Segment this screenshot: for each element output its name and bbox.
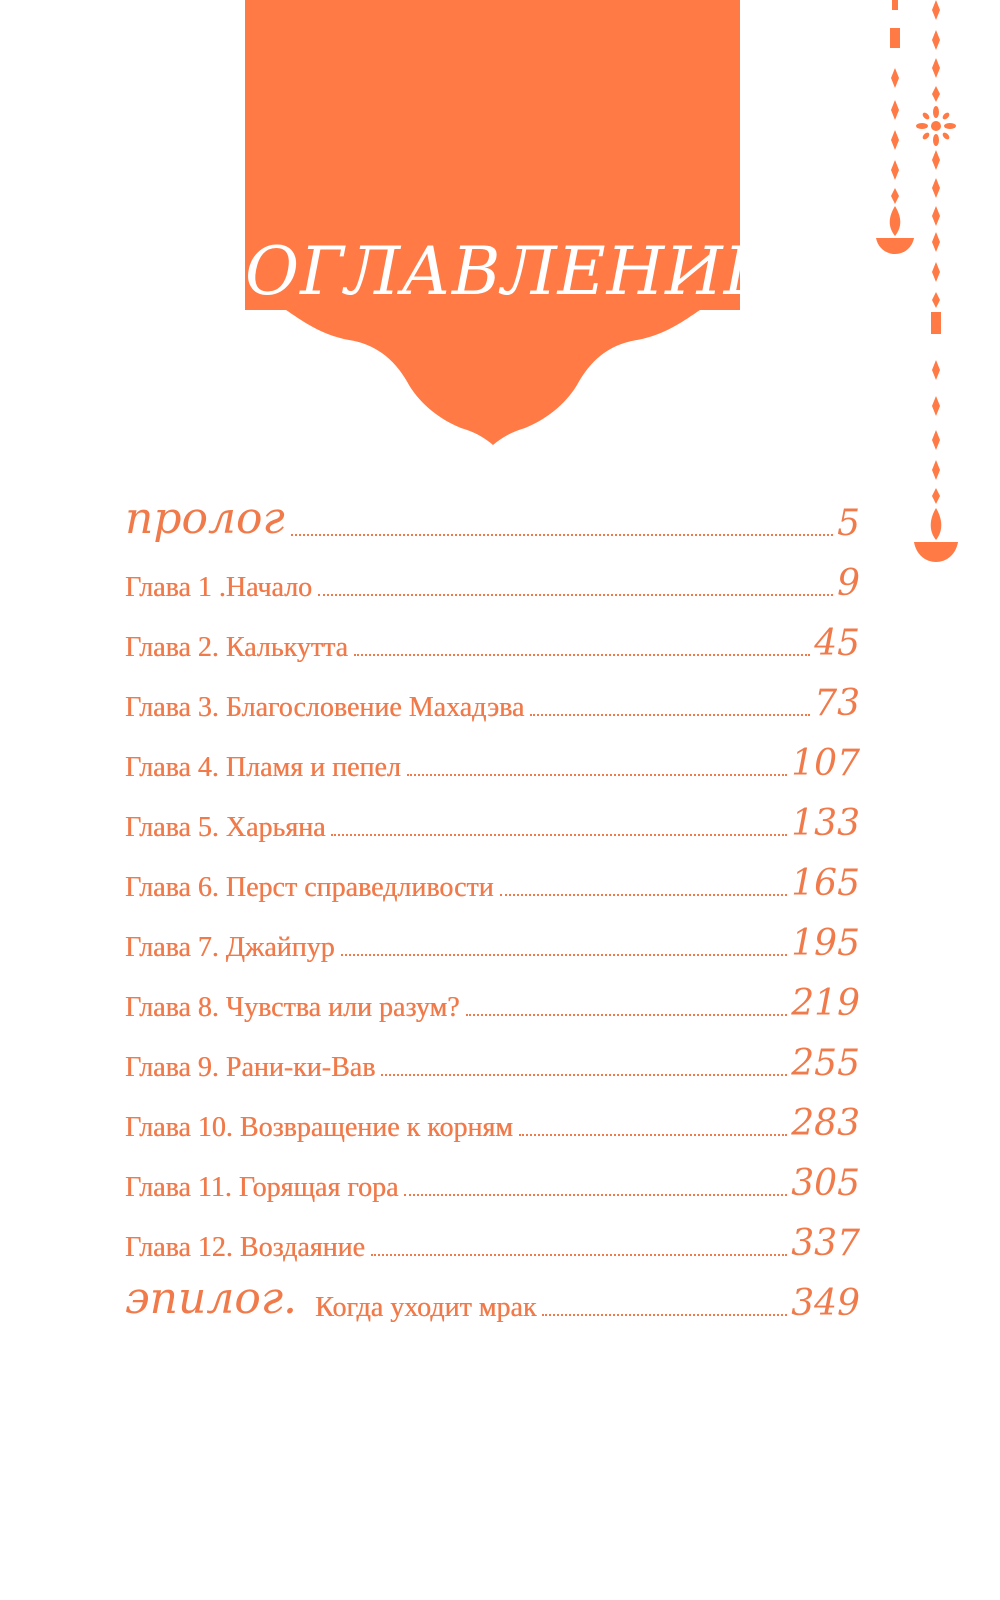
page-number: 195 [791,923,860,964]
chapter-label: Глава 10. Возвращение к корням [125,1112,513,1143]
toc-entry-chapter-9[interactable] [125,1024,860,1084]
page-number: 349 [791,1283,860,1324]
chapter-label: Глава 11. Горящая гора [125,1172,399,1203]
leader-dots [407,773,788,776]
toc-entry-chapter-7[interactable] [125,904,860,964]
leader-dots [519,1133,787,1136]
leader-dots [500,893,788,896]
title-banner [245,0,773,445]
toc-entry-chapter-12[interactable] [125,1204,860,1264]
leader-dots [381,1073,787,1076]
toc-entry-chapter-1[interactable] [125,544,860,604]
toc-entry-chapter-11[interactable] [125,1144,860,1204]
leader-dots [318,593,833,596]
chapter-label: Глава 3. Благословение Махадэва [125,692,525,723]
lamp-garland-ornament [870,0,980,580]
page-number: 5 [837,503,860,544]
page-number: 45 [814,623,860,664]
page-number: 133 [791,803,860,844]
page-number: 337 [791,1223,860,1264]
leader-dots [291,533,833,536]
prologue-label: пролог [125,493,285,544]
leader-dots [530,713,810,716]
toc-entry-prologue[interactable] [125,478,860,544]
toc-entry-chapter-6[interactable] [125,844,860,904]
chapter-label: Глава 4. Пламя и пепел [125,752,401,783]
leader-dots [542,1313,787,1316]
chapter-label: Глава 2. Калькутта [125,632,348,663]
page-number: 165 [791,863,860,904]
table-of-contents [125,478,860,1324]
chapter-label: Глава 1 .Начало [125,572,313,603]
page-number: 107 [791,743,860,784]
page-number: 9 [837,563,860,604]
page-number: 283 [791,1103,860,1144]
leader-dots [371,1253,787,1256]
chapter-label: Глава 5. Харьяна [125,812,326,843]
chapter-label: Глава 7. Джайпур [125,932,335,963]
toc-entry-chapter-3[interactable] [125,664,860,724]
leader-dots [331,833,787,836]
toc-entry-chapter-8[interactable] [125,964,860,1024]
page-number: 305 [791,1163,860,1204]
toc-entry-chapter-5[interactable] [125,784,860,844]
leader-dots [466,1013,788,1016]
toc-entry-chapter-10[interactable] [125,1084,860,1144]
chapter-label: Глава 12. Воздаяние [125,1232,365,1263]
page-title: ОГЛАВЛЕНИЕ [245,233,773,310]
page-number: 219 [791,983,860,1024]
page-number: 255 [791,1043,860,1084]
leader-dots [404,1193,787,1196]
chapter-label: Глава 9. Рани-ки-Вав [125,1052,376,1083]
epilogue-sublabel: Когда уходит мрак [315,1292,537,1323]
toc-entry-chapter-4[interactable] [125,724,860,784]
chapter-label: Глава 8. Чувства или разум? [125,992,460,1023]
arch-banner-shape [245,0,773,445]
epilogue-label: эпилог. [125,1273,298,1324]
toc-entry-epilogue[interactable] [125,1264,860,1324]
toc-entry-chapter-2[interactable] [125,604,860,664]
page-number: 73 [814,683,860,724]
chapter-label: Глава 6. Перст справедливости [125,872,494,903]
leader-dots [341,953,788,956]
leader-dots [354,653,810,656]
